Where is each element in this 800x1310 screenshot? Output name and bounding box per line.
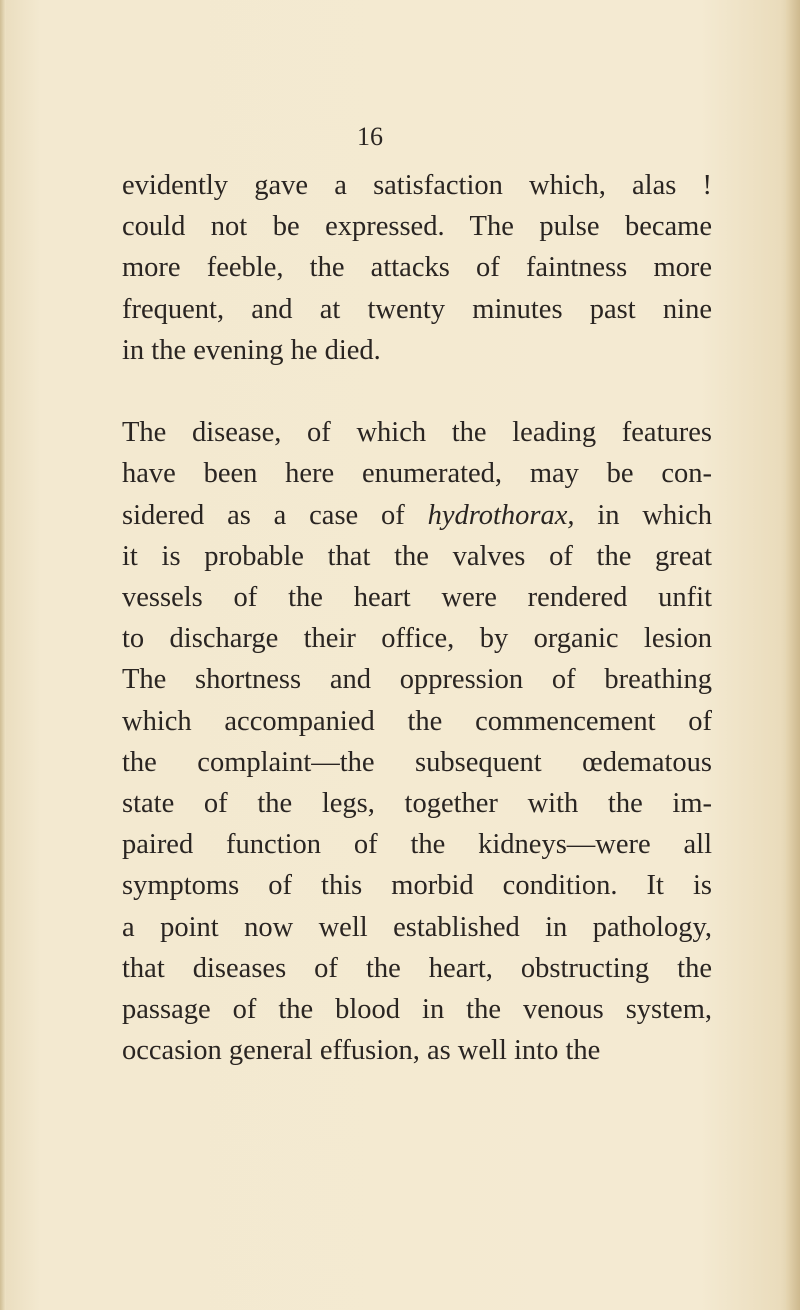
paragraph-2 [122, 412, 712, 1071]
text-line: have been here enumerated, may be con- [122, 458, 712, 490]
text-line: it is probable that the valves of the great [122, 540, 712, 572]
text-line: The disease, of which the leading features [122, 417, 712, 449]
text-run: sidered as a case of [122, 499, 405, 531]
text-line: to discharge their office, by organic lesion [122, 623, 712, 655]
text-line: frequent, and at twenty minutes past nine [122, 293, 712, 325]
page-right-edge [786, 0, 800, 1310]
text-line: evidently gave a satisfaction which, alas ! [122, 170, 712, 201]
text-line: in the evening he died. [122, 334, 381, 366]
text-line: that diseases of the heart, obstructing the [122, 952, 712, 984]
text-line: passage of the blood in the venous system, [122, 994, 712, 1026]
paragraph-gap [122, 371, 712, 412]
text-line: state of the legs, together with the im- [122, 788, 712, 820]
italic-term: hydrothorax, [427, 499, 575, 531]
page-left-edge [0, 0, 6, 1310]
text-line: vessels of the heart were rendered unfit [122, 582, 712, 614]
text-line: occasion general effusion, as well into the [122, 1035, 601, 1067]
text-line: could not be expressed. The pulse became [122, 211, 712, 243]
text-line: which accompanied the commencement of [122, 705, 712, 737]
page-number: 16 [357, 122, 383, 151]
text-run: in which [597, 499, 713, 531]
body-text [122, 165, 712, 1071]
text-line: paired function of the kidneys—were all [122, 829, 712, 861]
text-line: a point now well established in pathology, [122, 911, 712, 943]
text-line: The shortness and oppression of breathing [122, 664, 712, 696]
paragraph-1 [122, 165, 712, 371]
text-line-mixed [122, 495, 712, 536]
text-line: the complaint—the subsequent œdematous [122, 746, 712, 778]
text-line: symptoms of this morbid condition. It is [122, 870, 712, 902]
text-line: more feeble, the attacks of faintness more [122, 252, 712, 284]
